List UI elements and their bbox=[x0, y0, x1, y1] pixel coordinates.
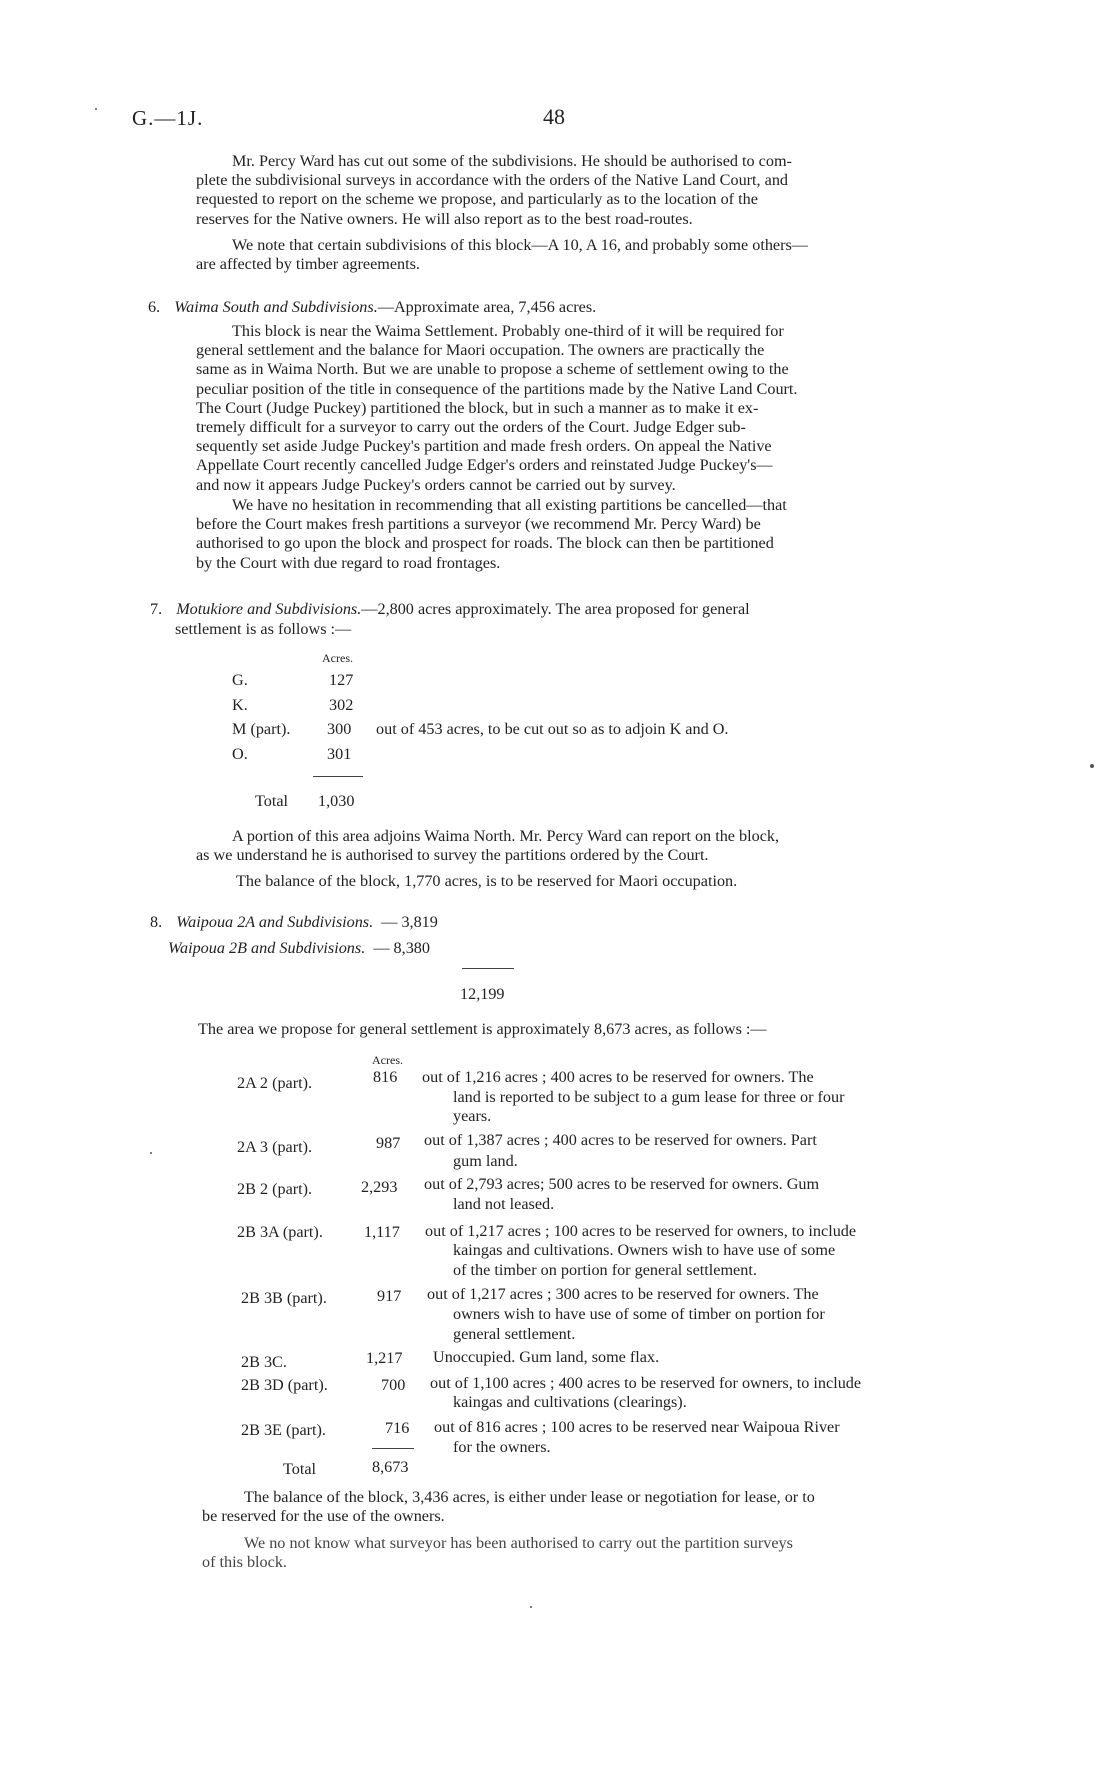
row-note: out of 1,387 acres ; 400 acres to be reserved for owners. Part bbox=[424, 1131, 817, 1149]
row-note: years. bbox=[453, 1107, 492, 1125]
row-acres: 716 bbox=[385, 1419, 410, 1437]
text-line: plete the subdivisional surveys in accordance with the orders of the Native Land Court, and bbox=[196, 171, 789, 190]
page-number: 48 bbox=[543, 104, 565, 129]
section-number: 6. bbox=[148, 298, 161, 316]
text-line: same as in Waima North. But we are unable to propose a scheme of settlement owing to the bbox=[196, 360, 789, 379]
text-line: by the Court with due regard to road frontages. bbox=[196, 553, 501, 572]
text-line: peculiar position of the title in consequence of the partitions made by the Native Land Court. bbox=[196, 379, 798, 398]
text-line: Mr. Percy Ward has cut out some of the subdivisions. He should be authorised to com- bbox=[232, 152, 792, 170]
row-label: M (part). bbox=[232, 720, 291, 738]
section-7-paragraph-2: The balance of the block, 1,770 acres, is to be reserved for Maori occupation. bbox=[236, 872, 738, 890]
row-note: out of 1,217 acres ; 300 acres to be reserved for owners. The bbox=[427, 1285, 819, 1303]
row-note: for the owners. bbox=[453, 1438, 551, 1456]
row-acres: 302 bbox=[329, 696, 354, 714]
text-line: sequently set aside Judge Puckey's partition and made fresh orders. On appeal the Native bbox=[196, 437, 772, 456]
row-note: kaingas and cultivations (clearings). bbox=[453, 1393, 687, 1411]
text-line: This block is near the Waima Settlement. Probably one-third of it will be required for bbox=[232, 322, 784, 340]
row-label: K. bbox=[232, 696, 248, 714]
row-label: 2B 3E (part). bbox=[241, 1421, 326, 1439]
section-number: 7. bbox=[150, 600, 163, 618]
text-line: reserves for the Native owners. He will also report as to the best road-routes. bbox=[196, 209, 693, 228]
section-7-paragraph-1 bbox=[196, 827, 972, 865]
section-title: Waima South and Subdivisions. bbox=[174, 298, 378, 316]
row-acres: 301 bbox=[327, 745, 352, 763]
acres-column-header: Acres. bbox=[372, 1053, 403, 1067]
section-intro: —2,800 acres approximately. The area proposed for general bbox=[361, 600, 750, 618]
section-7-heading bbox=[150, 600, 750, 619]
total-label: Total bbox=[283, 1460, 317, 1478]
section-6-paragraph-1 bbox=[196, 322, 972, 495]
row-acres: 987 bbox=[376, 1134, 401, 1152]
section-8-paragraph-2 bbox=[202, 1534, 978, 1572]
row-note: out of 1,100 acres ; 400 acres to be reserved for owners, to include bbox=[430, 1374, 862, 1392]
scan-speck bbox=[95, 108, 97, 110]
row-note: kaingas and cultivations. Owners wish to have use of some bbox=[453, 1241, 836, 1259]
row-note: land is reported to be subject to a gum lease for three or four bbox=[453, 1088, 845, 1106]
total-label: Total bbox=[255, 792, 289, 810]
section-6-heading bbox=[148, 298, 596, 317]
paragraph-timber bbox=[196, 236, 972, 274]
subblock-value: — 8,380 bbox=[373, 939, 430, 957]
sum-rule bbox=[313, 776, 363, 777]
text-line: requested to report on the scheme we propose, and particularly as to the location of the bbox=[196, 190, 758, 209]
sum-value: 12,199 bbox=[460, 985, 505, 1003]
row-note: Unoccupied. Gum land, some flax. bbox=[433, 1348, 660, 1366]
paragraph-ward bbox=[196, 152, 972, 229]
text-line: The balance of the block, 3,436 acres, is either under lease or negotiation for lease, or to bbox=[244, 1488, 815, 1506]
text-line: of this block. bbox=[202, 1553, 287, 1572]
row-label: G. bbox=[232, 671, 248, 689]
row-label: 2A 3 (part). bbox=[237, 1138, 313, 1156]
section-8-paragraph-1 bbox=[202, 1488, 978, 1526]
text-line: Appellate Court recently cancelled Judge Edger's orders and reinstated Judge Puckey's— bbox=[196, 456, 773, 475]
section-8-intro: The area we propose for general settlement is approximately 8,673 acres, as follows :— bbox=[198, 1020, 767, 1038]
row-label: 2B 3B (part). bbox=[241, 1289, 327, 1307]
text-line: We have no hesitation in recommending that all existing partitions be cancelled—that bbox=[232, 496, 787, 514]
row-note: out of 816 acres ; 100 acres to be reserved near Waipoua River bbox=[434, 1418, 840, 1436]
total-value: 1,030 bbox=[318, 792, 355, 810]
row-note: general settlement. bbox=[453, 1325, 576, 1343]
section-8-line-2 bbox=[168, 939, 430, 958]
text-line: are affected by timber agreements. bbox=[196, 255, 420, 274]
scan-speck bbox=[530, 1606, 532, 1608]
subblock-title: Waipoua 2A and Subdivisions. bbox=[176, 913, 374, 931]
row-label: 2B 2 (part). bbox=[237, 1180, 313, 1198]
row-label: O. bbox=[232, 745, 248, 763]
row-note: out of 453 acres, to be cut out so as to adjoin K and O. bbox=[376, 720, 729, 738]
row-acres: 300 bbox=[327, 720, 352, 738]
text-line: authorised to go upon the block and prospect for roads. The block can then be partitioned bbox=[196, 534, 774, 553]
row-acres: 700 bbox=[381, 1376, 406, 1394]
text-line: and now it appears Judge Puckey's orders cannot be carried out by survey. bbox=[196, 475, 676, 494]
row-acres: 127 bbox=[329, 671, 354, 689]
row-note: of the timber on portion for general settlement. bbox=[453, 1261, 757, 1279]
sum-rule bbox=[372, 1448, 414, 1449]
sum-rule bbox=[462, 968, 514, 969]
row-acres: 917 bbox=[377, 1287, 402, 1305]
row-note: owners wish to have use of some of timber on portion for bbox=[453, 1305, 825, 1323]
row-label: 2B 3A (part). bbox=[237, 1223, 323, 1241]
subblock-value: — 3,819 bbox=[381, 913, 438, 931]
row-note: gum land. bbox=[453, 1152, 518, 1170]
text-line: tremely difficult for a surveyor to carry out the orders of the Court. Judge Edger sub- bbox=[196, 418, 746, 437]
text-line: A portion of this area adjoins Waima North. Mr. Percy Ward can report on the block, bbox=[232, 827, 780, 845]
row-label: 2B 3D (part). bbox=[241, 1376, 328, 1394]
text-line: be reserved for the use of the owners. bbox=[202, 1507, 445, 1526]
acres-column-header: Acres. bbox=[322, 651, 353, 665]
row-acres: 2,293 bbox=[361, 1178, 398, 1196]
section-7-intro-line: settlement is as follows :— bbox=[175, 620, 352, 638]
document-reference: G.—1J. bbox=[132, 106, 204, 130]
scan-speck bbox=[150, 1152, 152, 1154]
section-title: Motukiore and Subdivisions. bbox=[176, 600, 362, 618]
row-acres: 816 bbox=[373, 1068, 398, 1086]
subblock-title: Waipoua 2B and Subdivisions. bbox=[168, 939, 366, 957]
row-note: out of 2,793 acres; 500 acres to be reserved for owners. Gum bbox=[424, 1175, 820, 1193]
row-label: 2B 3C. bbox=[241, 1353, 287, 1371]
text-line: We note that certain subdivisions of this block—A 10, A 16, and probably some others— bbox=[232, 236, 808, 254]
text-line: The Court (Judge Puckey) partitioned the block, but in such a manner as to make it ex- bbox=[196, 398, 759, 417]
text-line: general settlement and the balance for Maori occupation. The owners are practically the bbox=[196, 341, 765, 360]
row-acres: 1,117 bbox=[364, 1223, 400, 1241]
section-number: 8. bbox=[150, 913, 163, 931]
text-line: before the Court makes fresh partitions a surveyor (we recommend Mr. Percy Ward) be bbox=[196, 515, 761, 534]
section-8-line-1 bbox=[150, 913, 438, 932]
section-6-paragraph-2 bbox=[196, 496, 972, 573]
total-value: 8,673 bbox=[372, 1458, 409, 1476]
scan-speck bbox=[1090, 764, 1094, 768]
row-label: 2A 2 (part). bbox=[237, 1074, 313, 1092]
row-note: out of 1,216 acres ; 400 acres to be reserved for owners. The bbox=[422, 1068, 814, 1086]
row-note: out of 1,217 acres ; 100 acres to be reserved for owners, to include bbox=[425, 1222, 857, 1240]
text-line: We no not know what surveyor has been authorised to carry out the partition surveys bbox=[244, 1534, 793, 1552]
row-acres: 1,217 bbox=[366, 1349, 403, 1367]
text-line: as we understand he is authorised to survey the partitions ordered by the Court. bbox=[196, 846, 709, 865]
section-area: —Approximate area, 7,456 acres. bbox=[377, 298, 597, 316]
row-note: land not leased. bbox=[453, 1195, 555, 1213]
